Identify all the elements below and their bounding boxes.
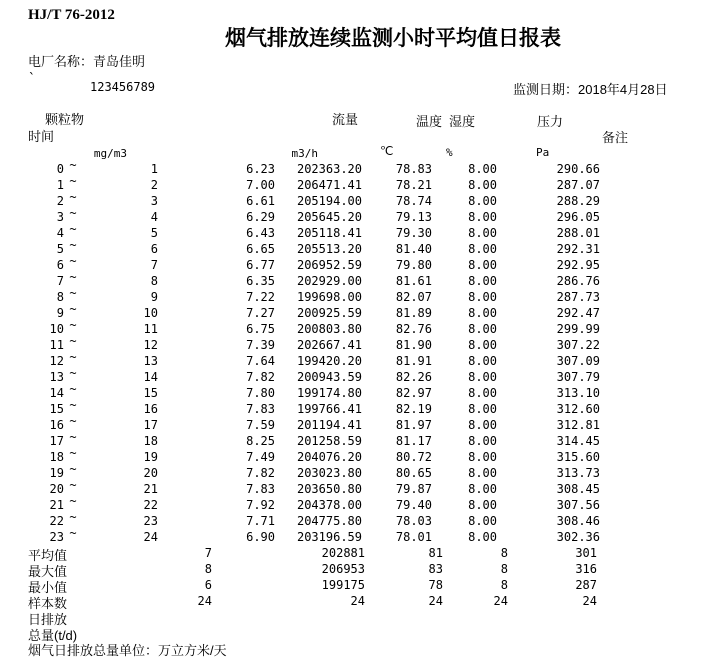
flow-summary-value: 206953: [321, 562, 365, 576]
humidity-value: 8.00: [468, 258, 497, 272]
tilde-mark: ~: [69, 254, 77, 268]
temperature-value: 81.89: [395, 306, 432, 320]
pm-summary-value: 6: [204, 578, 212, 592]
humidity-summary-value: 8: [500, 578, 508, 592]
table-row: [0, 526, 720, 545]
temperature-summary-value: 83: [428, 562, 443, 576]
tick-mark: `: [28, 72, 36, 87]
summary-label: 总量(t/d): [28, 628, 78, 643]
pressure-value: 292.95: [556, 258, 600, 272]
summary-row: [0, 561, 720, 577]
tilde-mark: ~: [69, 382, 77, 396]
flow-value: 204378.00: [296, 498, 362, 512]
hour-from: 7: [56, 274, 64, 288]
humidity-value: 8.00: [468, 370, 497, 384]
pressure-value: 313.10: [556, 386, 600, 400]
hour-from: 0: [56, 162, 64, 176]
humidity-value: 8.00: [468, 162, 497, 176]
pm-unit: mg/m3: [93, 147, 127, 160]
temperature-value: 78.74: [395, 194, 432, 208]
hour-from: 14: [49, 386, 64, 400]
pressure-value: 287.73: [556, 290, 600, 304]
pm-value: 7.49: [246, 450, 275, 464]
table-row: [0, 494, 720, 513]
table-row: [0, 414, 720, 433]
flow-value: 200803.80: [296, 322, 362, 336]
pressure-value: 287.07: [556, 178, 600, 192]
temperature-summary-value: 24: [428, 594, 443, 608]
hour-to: 1: [150, 162, 158, 176]
flow-value: 204076.20: [296, 450, 362, 464]
hour-from: 18: [49, 450, 64, 464]
table-row: [0, 398, 720, 417]
humidity-value: 8.00: [468, 386, 497, 400]
table-row: [0, 430, 720, 449]
hour-to: 6: [150, 242, 158, 256]
humidity-value: 8.00: [468, 194, 497, 208]
tilde-mark: ~: [69, 190, 77, 204]
plant-name-value: 青岛佳明: [93, 54, 146, 69]
temperature-value: 81.40: [395, 242, 432, 256]
flow-value: 200943.59: [296, 370, 362, 384]
pm-value: 6.90: [246, 530, 275, 544]
pm-value: 7.22: [246, 290, 275, 304]
pm-summary-value: 7: [204, 546, 212, 560]
pressure-value: 308.46: [556, 514, 600, 528]
pm-column-header: 颗粒物: [45, 112, 85, 127]
hour-from: 8: [56, 290, 64, 304]
humidity-value: 8.00: [468, 434, 497, 448]
hour-from: 11: [49, 338, 64, 352]
unit-note: 烟气日排放总量单位：万立方米/天: [28, 643, 227, 658]
summary-row: [0, 609, 720, 625]
pressure-value: 307.22: [556, 338, 600, 352]
pm-value: 6.23: [246, 162, 275, 176]
temperature-value: 82.26: [395, 370, 432, 384]
tilde-mark: ~: [69, 270, 77, 284]
temperature-value: 80.72: [395, 450, 432, 464]
flow-value: 202929.00: [296, 274, 362, 288]
monitor-date-row: [513, 79, 668, 98]
hour-from: 5: [56, 242, 64, 256]
flow-value: 206952.59: [296, 258, 362, 272]
hour-to: 4: [150, 210, 158, 224]
pressure-summary-value: 316: [575, 562, 597, 576]
monitor-date-value: 2018年4月28日: [578, 82, 668, 97]
summary-label: 样本数: [28, 596, 68, 611]
pressure-value: 292.31: [556, 242, 600, 256]
humidity-column-header: 湿度: [449, 114, 476, 129]
flow-value: 202363.20: [296, 162, 362, 176]
humidity-value: 8.00: [468, 498, 497, 512]
pm-value: 6.65: [246, 242, 275, 256]
remark-column-header: 备注: [602, 130, 629, 145]
hour-from: 9: [56, 306, 64, 320]
humidity-value: 8.00: [468, 338, 497, 352]
pm-summary-value: 8: [204, 562, 212, 576]
pressure-summary-value: 24: [582, 594, 597, 608]
table-row: [0, 478, 720, 497]
flow-value: 199766.41: [296, 402, 362, 416]
temperature-value: 82.76: [395, 322, 432, 336]
hour-from: 12: [49, 354, 64, 368]
pressure-value: 313.73: [556, 466, 600, 480]
plant-name-row: [28, 51, 145, 70]
hour-to: 24: [143, 530, 158, 544]
pm-value: 7.82: [246, 466, 275, 480]
hour-to: 19: [143, 450, 158, 464]
pm-value: 7.71: [246, 514, 275, 528]
tilde-mark: ~: [69, 414, 77, 428]
pm-value: 6.35: [246, 274, 275, 288]
hour-from: 19: [49, 466, 64, 480]
flow-summary-value: 24: [350, 594, 365, 608]
hour-from: 6: [56, 258, 64, 272]
humidity-unit: %: [446, 146, 453, 159]
pm-value: 6.77: [246, 258, 275, 272]
pressure-column-header: 压力: [537, 114, 564, 129]
pm-summary-value: 24: [197, 594, 212, 608]
humidity-summary-value: 8: [500, 546, 508, 560]
humidity-value: 8.00: [468, 210, 497, 224]
hour-from: 13: [49, 370, 64, 384]
tilde-mark: ~: [69, 446, 77, 460]
table-row: [0, 382, 720, 401]
hour-to: 20: [143, 466, 158, 480]
hour-to: 13: [143, 354, 158, 368]
pressure-value: 302.36: [556, 530, 600, 544]
flow-value: 203023.80: [296, 466, 362, 480]
tilde-mark: ~: [69, 462, 77, 476]
hour-from: 10: [49, 322, 64, 336]
flow-value: 206471.41: [296, 178, 362, 192]
table-row: [0, 350, 720, 369]
hour-to: 12: [143, 338, 158, 352]
pm-value: 6.43: [246, 226, 275, 240]
temperature-value: 78.21: [395, 178, 432, 192]
table-row: [0, 222, 720, 241]
hour-to: 3: [150, 194, 158, 208]
hour-to: 9: [150, 290, 158, 304]
flow-summary-value: 202881: [321, 546, 365, 560]
tilde-mark: ~: [69, 430, 77, 444]
pm-value: 8.25: [246, 434, 275, 448]
humidity-summary-value: 24: [493, 594, 508, 608]
table-row: [0, 286, 720, 305]
pressure-value: 307.09: [556, 354, 600, 368]
flow-unit: m3/h: [291, 147, 318, 160]
table-row: [0, 238, 720, 257]
flow-value: 204775.80: [296, 514, 362, 528]
humidity-value: 8.00: [468, 322, 497, 336]
hour-to: 16: [143, 402, 158, 416]
humidity-value: 8.00: [468, 274, 497, 288]
pm-value: 7.80: [246, 386, 275, 400]
flow-summary-value: 199175: [321, 578, 365, 592]
tilde-mark: ~: [69, 366, 77, 380]
hour-from: 22: [49, 514, 64, 528]
temperature-value: 78.03: [395, 514, 432, 528]
hour-to: 17: [143, 418, 158, 432]
humidity-value: 8.00: [468, 418, 497, 432]
temperature-value: 78.83: [395, 162, 432, 176]
table-row: [0, 462, 720, 481]
humidity-value: 8.00: [468, 402, 497, 416]
pressure-value: 314.45: [556, 434, 600, 448]
pm-value: 7.00: [246, 178, 275, 192]
hour-from: 15: [49, 402, 64, 416]
hour-to: 14: [143, 370, 158, 384]
pressure-summary-value: 287: [575, 578, 597, 592]
temperature-value: 82.19: [395, 402, 432, 416]
temperature-value: 79.40: [395, 498, 432, 512]
table-row: [0, 190, 720, 209]
flow-value: 203650.80: [296, 482, 362, 496]
humidity-value: 8.00: [468, 514, 497, 528]
pm-value: 6.61: [246, 194, 275, 208]
flow-value: 201258.59: [296, 434, 362, 448]
flow-column-header: 流量: [332, 112, 359, 127]
pm-value: 7.39: [246, 338, 275, 352]
hour-from: 2: [56, 194, 64, 208]
pressure-value: 308.45: [556, 482, 600, 496]
temperature-unit: ℃: [380, 144, 394, 158]
hour-to: 23: [143, 514, 158, 528]
hour-to: 21: [143, 482, 158, 496]
pressure-value: 290.66: [556, 162, 600, 176]
hour-from: 4: [56, 226, 64, 240]
hour-from: 23: [49, 530, 64, 544]
hour-from: 20: [49, 482, 64, 496]
tilde-mark: ~: [69, 478, 77, 492]
flow-value: 201194.41: [296, 418, 362, 432]
tilde-mark: ~: [69, 350, 77, 364]
table-row: [0, 254, 720, 273]
table-row: [0, 206, 720, 225]
tilde-mark: ~: [69, 334, 77, 348]
summary-row: [0, 625, 720, 641]
table-row: [0, 334, 720, 353]
flow-value: 205118.41: [296, 226, 362, 240]
flow-value: 203196.59: [296, 530, 362, 544]
tilde-mark: ~: [69, 206, 77, 220]
pm-value: 7.83: [246, 482, 275, 496]
hour-from: 16: [49, 418, 64, 432]
temperature-value: 82.97: [395, 386, 432, 400]
hour-from: 17: [49, 434, 64, 448]
pressure-value: 315.60: [556, 450, 600, 464]
table-row: [0, 302, 720, 321]
hour-to: 11: [143, 322, 158, 336]
tilde-mark: ~: [69, 286, 77, 300]
temperature-value: 79.13: [395, 210, 432, 224]
tilde-mark: ~: [69, 302, 77, 316]
tilde-mark: ~: [69, 222, 77, 236]
hour-to: 5: [150, 226, 158, 240]
pressure-value: 286.76: [556, 274, 600, 288]
pressure-value: 307.56: [556, 498, 600, 512]
plant-code: 123456789: [90, 80, 156, 94]
humidity-value: 8.00: [468, 450, 497, 464]
pm-value: 6.75: [246, 322, 275, 336]
pm-value: 6.29: [246, 210, 275, 224]
table-row: [0, 510, 720, 529]
table-row: [0, 366, 720, 385]
hour-from: 1: [56, 178, 64, 192]
temperature-value: 82.07: [395, 290, 432, 304]
pm-value: 7.64: [246, 354, 275, 368]
pressure-value: 296.05: [556, 210, 600, 224]
pressure-summary-value: 301: [575, 546, 597, 560]
hour-to: 8: [150, 274, 158, 288]
pressure-value: 292.47: [556, 306, 600, 320]
flow-value: 205513.20: [296, 242, 362, 256]
humidity-value: 8.00: [468, 226, 497, 240]
table-row: [0, 318, 720, 337]
table-row: [0, 446, 720, 465]
humidity-value: 8.00: [468, 242, 497, 256]
tilde-mark: ~: [69, 238, 77, 252]
pressure-value: 307.79: [556, 370, 600, 384]
monitor-date-label: 监测日期：: [513, 82, 579, 97]
pm-value: 7.27: [246, 306, 275, 320]
flow-value: 199698.00: [296, 290, 362, 304]
summary-row: [0, 545, 720, 561]
temperature-value: 81.97: [395, 418, 432, 432]
table-row: [0, 174, 720, 193]
temperature-value: 79.30: [395, 226, 432, 240]
humidity-value: 8.00: [468, 482, 497, 496]
hour-from: 21: [49, 498, 64, 512]
temperature-value: 79.87: [395, 482, 432, 496]
flow-value: 205194.00: [296, 194, 362, 208]
pressure-value: 312.81: [556, 418, 600, 432]
temperature-value: 81.61: [395, 274, 432, 288]
temperature-value: 79.80: [395, 258, 432, 272]
summary-row: [0, 577, 720, 593]
flow-value: 202667.41: [296, 338, 362, 352]
pressure-value: 288.29: [556, 194, 600, 208]
hour-to: 10: [143, 306, 158, 320]
tilde-mark: ~: [69, 510, 77, 524]
pm-value: 7.82: [246, 370, 275, 384]
hour-from: 3: [56, 210, 64, 224]
summary-row: [0, 593, 720, 609]
flow-value: 199420.20: [296, 354, 362, 368]
hour-to: 2: [150, 178, 158, 192]
tilde-mark: ~: [69, 318, 77, 332]
tilde-mark: ~: [69, 174, 77, 188]
temperature-value: 81.90: [395, 338, 432, 352]
summary-label: 最小值: [28, 580, 68, 595]
plant-name-label: 电厂名称：: [28, 54, 94, 69]
flow-value: 205645.20: [296, 210, 362, 224]
humidity-value: 8.00: [468, 530, 497, 544]
temperature-value: 78.01: [395, 530, 432, 544]
pressure-value: 299.99: [556, 322, 600, 336]
tilde-mark: ~: [69, 494, 77, 508]
tilde-mark: ~: [69, 398, 77, 412]
flow-value: 200925.59: [296, 306, 362, 320]
pressure-value: 312.60: [556, 402, 600, 416]
pm-value: 7.59: [246, 418, 275, 432]
temperature-summary-value: 78: [428, 578, 443, 592]
summary-label: 日排放: [28, 612, 68, 627]
time-column-header: 时间: [28, 129, 55, 144]
humidity-value: 8.00: [468, 466, 497, 480]
humidity-value: 8.00: [468, 178, 497, 192]
summary-label: 平均值: [28, 548, 68, 563]
flow-value: 199174.80: [296, 386, 362, 400]
pm-value: 7.92: [246, 498, 275, 512]
summary-label: 最大值: [28, 564, 68, 579]
temperature-value: 80.65: [395, 466, 432, 480]
hour-to: 22: [143, 498, 158, 512]
hour-to: 7: [150, 258, 158, 272]
standard-code: HJ/T 76-2012: [28, 7, 115, 23]
humidity-value: 8.00: [468, 306, 497, 320]
hour-to: 15: [143, 386, 158, 400]
tilde-mark: ~: [69, 526, 77, 540]
tilde-mark: ~: [69, 158, 77, 172]
humidity-value: 8.00: [468, 354, 497, 368]
temperature-summary-value: 81: [428, 546, 443, 560]
hour-to: 18: [143, 434, 158, 448]
pressure-unit: Pa: [536, 146, 550, 159]
page-title: 烟气排放连续监测小时平均值日报表: [225, 27, 561, 50]
humidity-value: 8.00: [468, 290, 497, 304]
table-row: [0, 158, 720, 177]
temperature-value: 81.91: [395, 354, 432, 368]
table-row: [0, 270, 720, 289]
temperature-value: 81.17: [395, 434, 432, 448]
pm-value: 7.83: [246, 402, 275, 416]
humidity-summary-value: 8: [500, 562, 508, 576]
pressure-value: 288.01: [556, 226, 600, 240]
temperature-column-header: 温度: [416, 114, 443, 129]
